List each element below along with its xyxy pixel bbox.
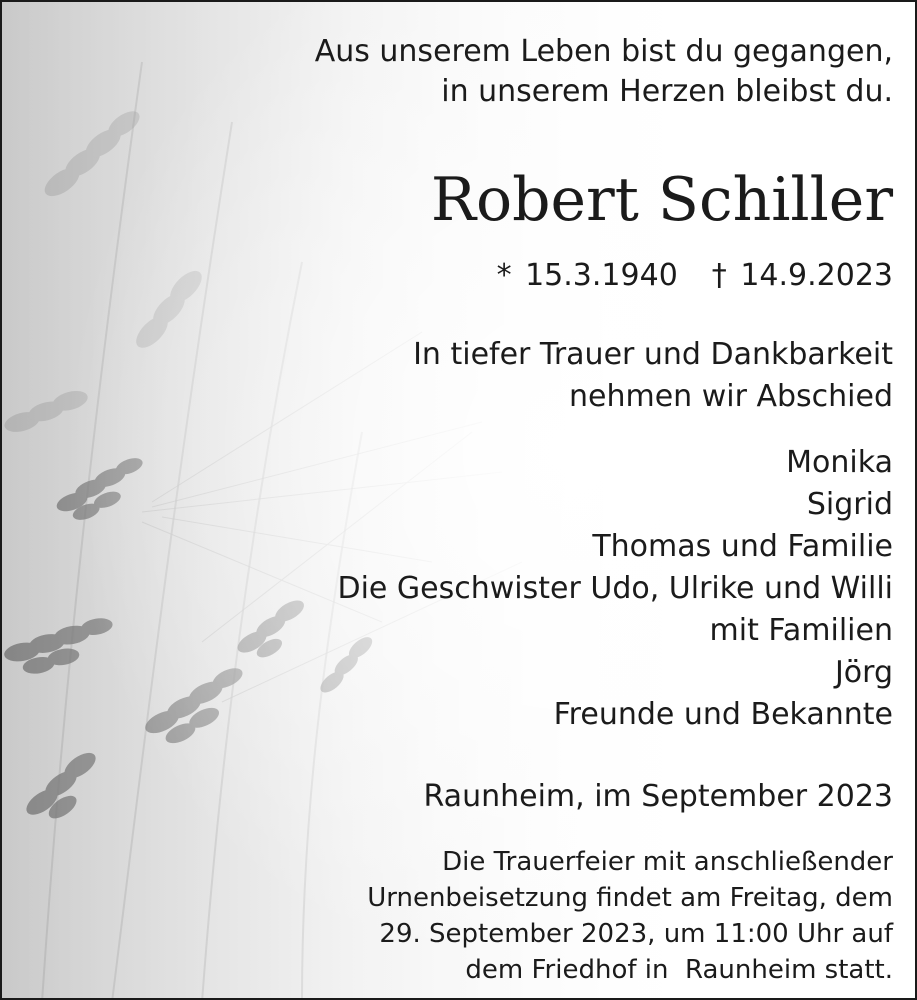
motto-line-1: Aus unserem Leben bist du gegangen, — [314, 34, 893, 69]
deceased-name: Robert Schiller — [430, 165, 893, 235]
birth-date: * 15.3.1940 — [496, 258, 678, 293]
mourner: Freunde und Bekannte — [553, 697, 893, 732]
service-line: dem Friedhof in Raunheim statt. — [465, 955, 893, 985]
mourner: Die Geschwister Udo, Ulrike und Willi — [337, 571, 893, 606]
funeral-service-info — [367, 844, 893, 988]
mourning-statement — [413, 334, 893, 418]
mourner: Monika — [786, 445, 893, 480]
mourner: mit Familien — [709, 613, 893, 648]
motto-line-2: in unserem Herzen bleibst du. — [441, 74, 893, 109]
motto-verse — [315, 32, 893, 112]
mourner: Thomas und Familie — [592, 529, 893, 564]
place-and-date: Raunheim, im September 2023 — [423, 779, 893, 814]
service-line: Urnenbeisetzung findet am Freitag, dem — [367, 883, 893, 913]
service-line: 29. September 2023, um 11:00 Uhr auf — [379, 919, 893, 949]
mourner: Sigrid — [806, 487, 893, 522]
death-date: † 14.9.2023 — [711, 258, 893, 293]
mourning-line-2: nehmen wir Abschied — [569, 379, 893, 414]
mourner: Jörg — [834, 655, 893, 690]
service-line: Die Trauerfeier mit anschließender — [442, 847, 893, 877]
life-dates — [497, 256, 893, 296]
mourners-list — [338, 442, 894, 736]
mourning-line-1: In tiefer Trauer und Dankbarkeit — [413, 337, 893, 372]
